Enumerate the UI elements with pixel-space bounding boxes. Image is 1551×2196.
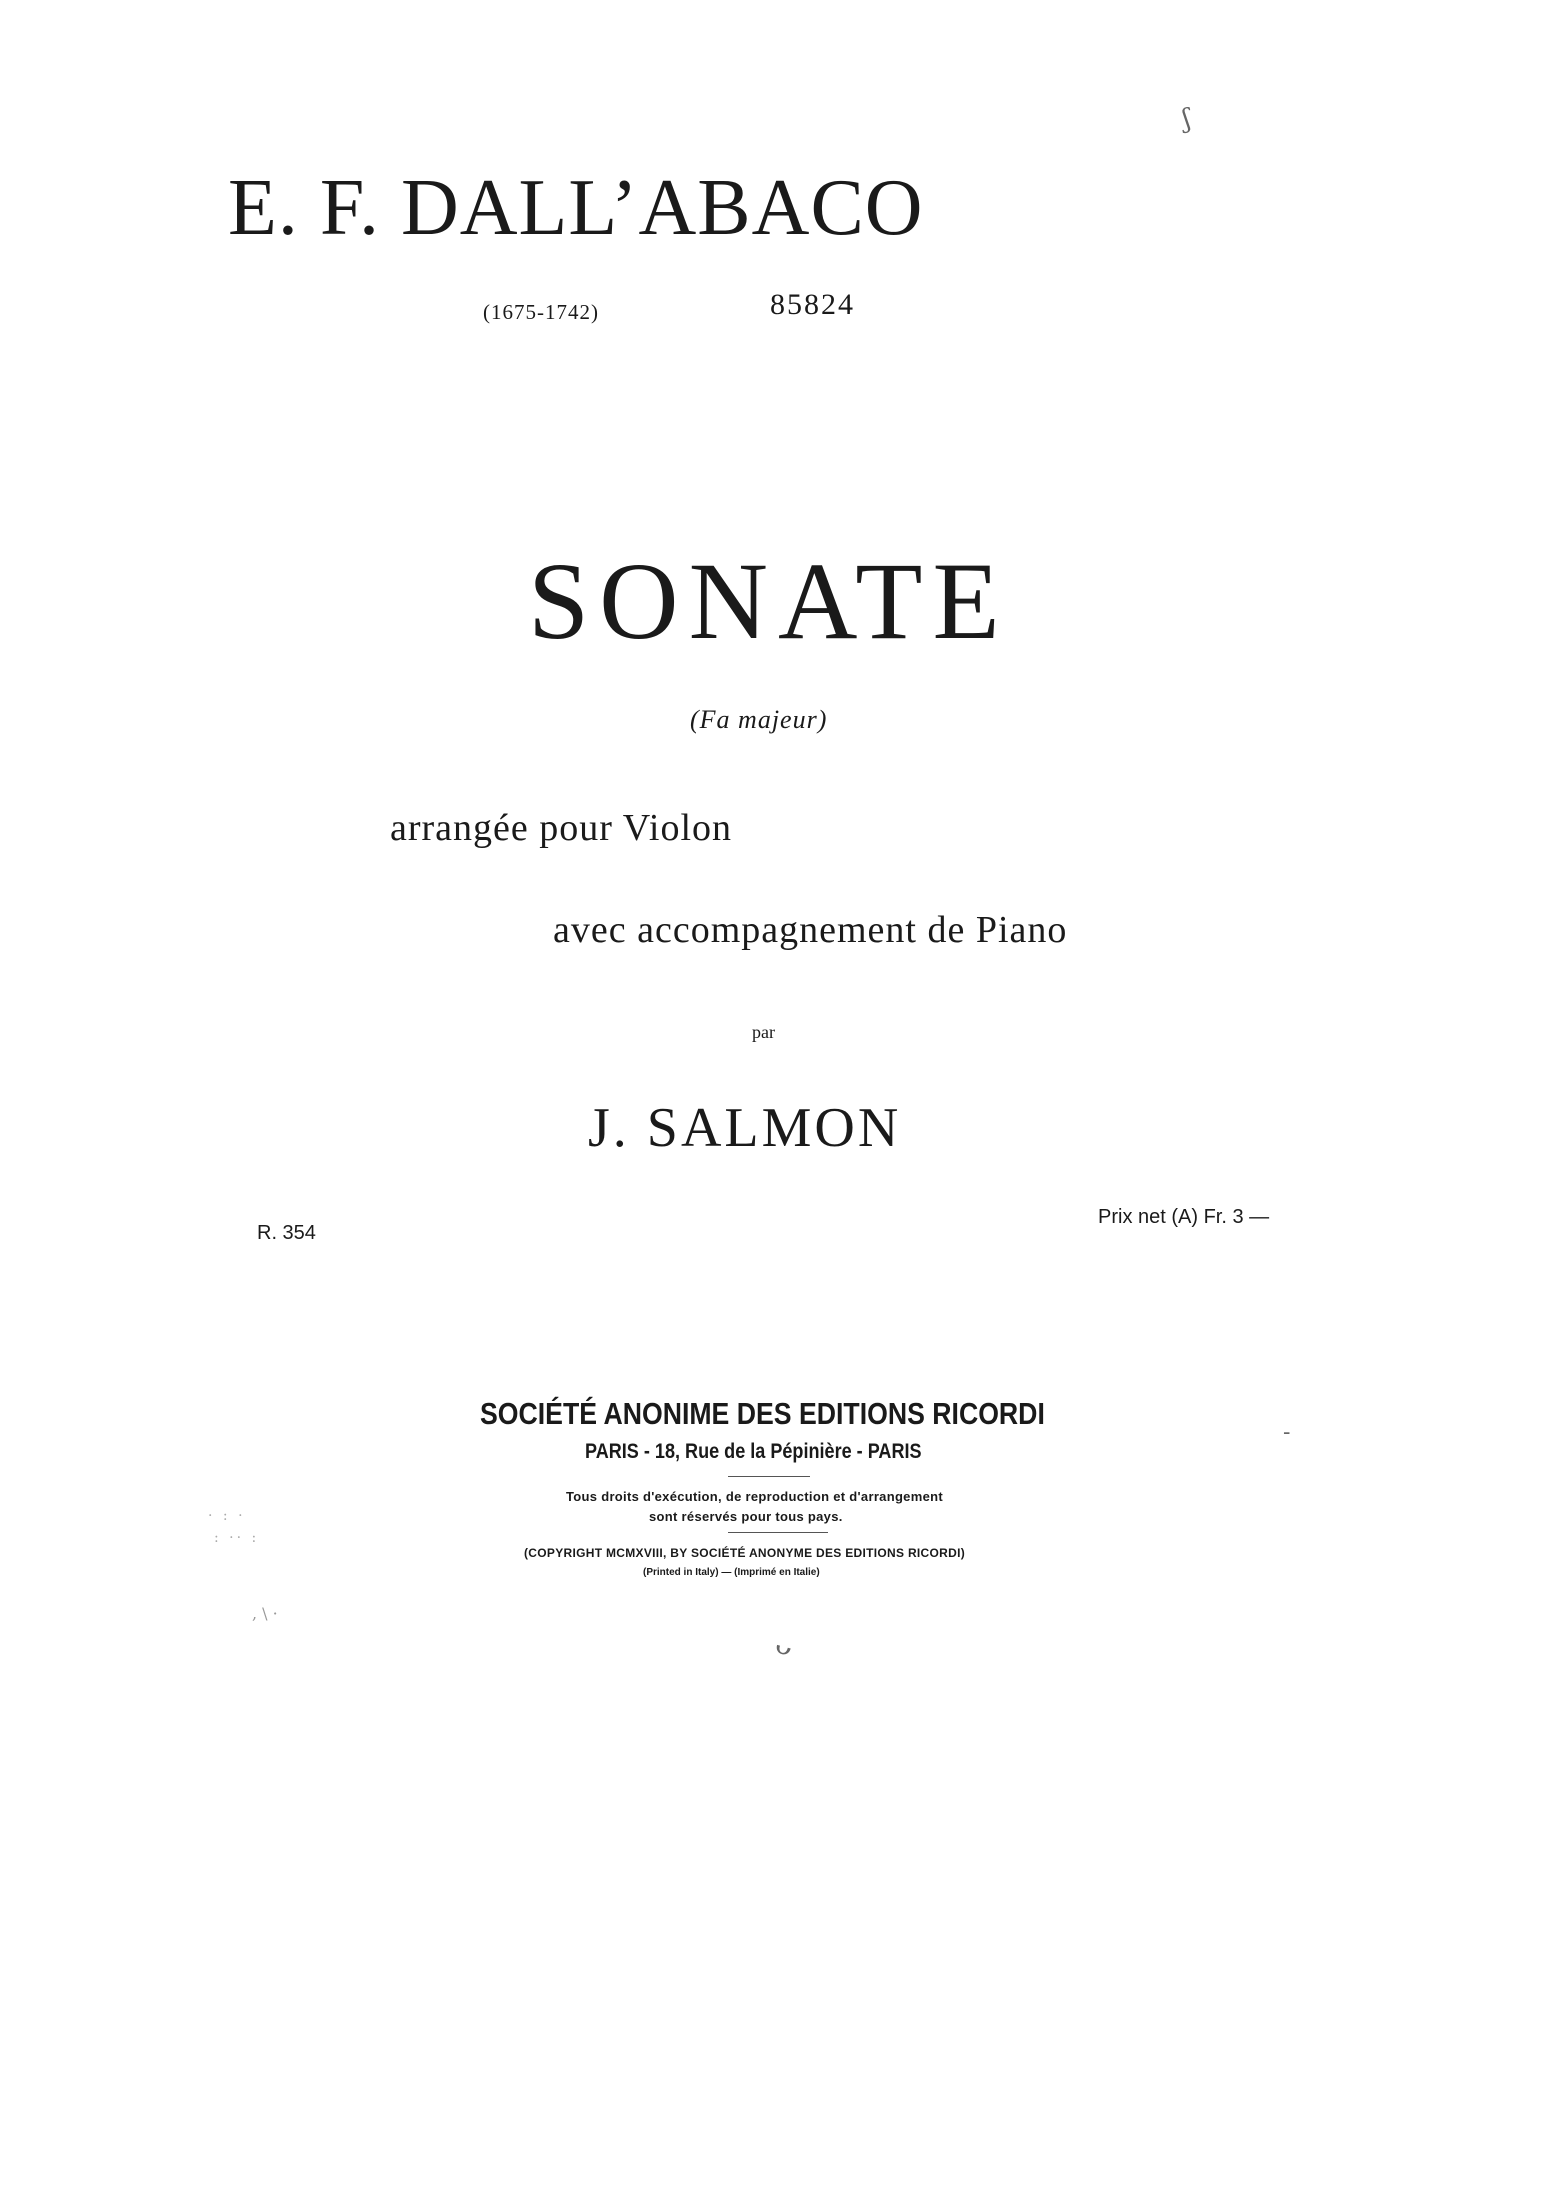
arrangement-line-2: avec accompagnement de Piano xyxy=(553,909,1068,951)
price-label: Prix net (A) Fr. 3 — xyxy=(1098,1206,1270,1228)
work-key: (Fa majeur) xyxy=(690,705,828,734)
copyright-notice: (COPYRIGHT MCMXVIII, BY SOCIÉTÉ ANONYME DES EDITIONS RICORDI) xyxy=(524,1546,966,1560)
divider-rule xyxy=(728,1532,828,1533)
rights-line-1: Tous droits d'exécution, de reproduction et d'arrangement xyxy=(566,1489,943,1504)
work-title: SONATE xyxy=(528,540,1010,662)
arranger-name: J. SALMON xyxy=(588,1097,902,1159)
rights-line-2: sont réservés pour tous pays. xyxy=(649,1509,843,1524)
scan-mark: · : · xyxy=(208,1508,246,1524)
scan-mark: , \ · xyxy=(252,1604,278,1623)
composer-name: E. F. DALL’ABACO xyxy=(228,164,924,252)
scan-mark: - xyxy=(1283,1420,1291,1445)
arrangement-line-1: arrangée pour Violon xyxy=(390,807,733,849)
catalog-number: 85824 xyxy=(770,288,855,321)
composer-dates: (1675-1742) xyxy=(483,300,599,324)
printed-notice: (Printed in Italy) — (Imprimé en Italie) xyxy=(643,1567,820,1578)
publisher-address: PARIS - 18, Rue de la Pépinière - PARIS xyxy=(585,1440,922,1463)
divider-rule xyxy=(728,1476,810,1477)
scan-mark: ᴗ xyxy=(772,1626,797,1663)
scan-mark: : ·· : xyxy=(214,1530,260,1546)
by-label: par xyxy=(752,1022,775,1042)
edition-reference: R. 354 xyxy=(257,1222,316,1244)
publisher-name: SOCIÉTÉ ANONIME DES EDITIONS RICORDI xyxy=(480,1396,1045,1431)
scan-mark: ʃ xyxy=(1180,103,1193,135)
